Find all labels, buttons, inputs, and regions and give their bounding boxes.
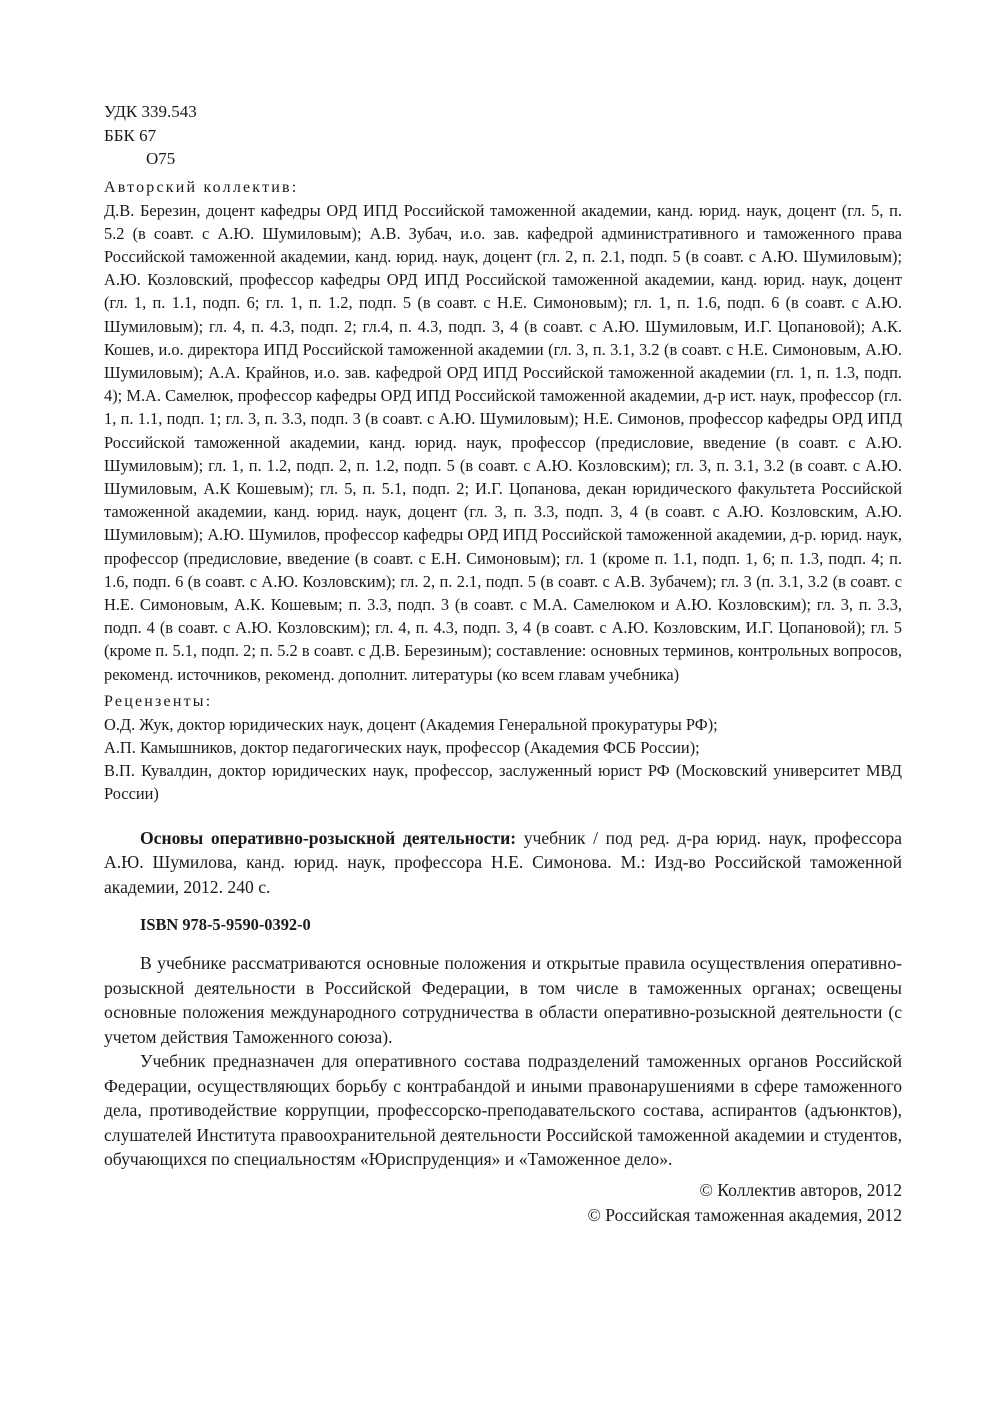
reviewers-label: Рецензенты: [104, 692, 213, 710]
copyright-block [104, 1178, 902, 1228]
bibliographic-description [104, 826, 902, 900]
copyright-academy: © Российская таможенная академия, 2012 [587, 1204, 902, 1225]
annotation-paragraph: Учебник предназначен для оперативного состава подразделений таможенных органов Российской Федерации, осуществляющих борьбу с контрабандой и иными правонарушениями в сфере таможенного дела, противодействие коррупции, профессорско-преподавательского состава, аспирантов (адъюнктов), слушателей Института правоохранительной деятельности Российской таможенной академии и студентов, обучающихся по специальностям «Юриспруденция» и «Таможенное дело». [104, 1051, 902, 1170]
author-mark: О75 [146, 149, 176, 168]
udk-code: УДК 339.543 [104, 102, 197, 121]
authors-text: Д.В. Березин, доцент кафедры ОРД ИПД Российской таможенной академии, канд. юрид. наук, доцент (гл. 5, п. 5.2 (в соавт. с А.Ю. Шумиловым); А.В. Зубач, и.о. зав. кафедрой административного и таможенного права Российской таможенной академии, канд. юрид. наук, доцент (гл. 2, п. 2.1, подп. 5 (в соавт. с А.Ю. Шумиловым); А.Ю. Козловский, профессор кафедры ОРД ИПД Российской таможенной академии, канд. юрид. наук, доцент (гл. 1, п. 1.1, подп. 6; гл. 1, п. 1.2, подп. 5 (в соавт. с Н.Е. Симоновым); гл. 1, п. 1.6, подп. 6 (в соавт. с А.Ю. Шумиловым); гл. 4, п. 4.3, подп. 2; гл.4, п. 4.3, подп. 3, 4 (в соавт. с А.Ю. Шумиловым, И.Г. Цопановой); А.К. Кошев, и.о. директора ИПД Российской таможенной академии (гл. 3, п. 3.1, 3.2 (в соавт. с Н.Е. Симоновым, А.Ю. Шумиловым); А.А. Крайнов, и.о. зав. кафедрой ОРД ИПД Российской таможенной академии (гл. 1, п. 1.3, подп. 4); М.А. Самелюк, профессор кафедры ОРД ИПД Российской таможенной академии, д-р ист. наук, профессор (гл. 1, п. 1.1, подп. 1; гл. 3, п. 3.3, подп. 3 (в соавт. с А.Ю. Шумиловым); Н.Е. Симонов, профессор кафедры ОРД ИПД Российской таможенной академии, канд. юрид. наук, профессор (предисловие, введение (в соавт. с А.Ю. Шумиловым); гл. 1, п. 1.2, подп. 2, п. 1.2, подп. 5 (в соавт. с А.Ю. Козловским); гл. 3, п. 3.1, 3.2 (в соавт. с А.Ю. Шумиловым, А.К Кошевым); гл. 5, п. 5.1, подп. 2; И.Г. Цопанова, декан юридического факультета Российской таможенной академии, канд. юрид. наук, доцент (гл. 3, п. 3.3, подп. 3, 4 (в соавт. с А.Ю. Козловским, А.Ю. Шумиловым); А.Ю. Шумилов, профессор кафедры ОРД ИПД Российской таможенной академии, д-р. юрид. наук, профессор (предисловие, введение (в соавт. с Е.Н. Симоновым); гл. 1 (кроме п. 1.1, подп. 1, 6; п. 1.3, подп. 4; п. 1.6, подп. 6 (в соавт. с А.Ю. Козловским); гл. 2, п. 2.1, подп. 5 (в соавт. с А.В. Зубачем); гл. 3 (п. 3.1, 3.2 (в соавт. с Н.Е. Симоновым, А.К. Кошевым; п. 3.3, подп. 3 (в соавт. с М.А. Самелюком и А.Ю. Козловским); гл. 3, п. 3.3, подп. 4 (в соавт. с А.Ю. Козловским); гл. 4, п. 4.3, подп. 3, 4 (в соавт. с А.Ю. Козловским, И.Г. Цопановой); гл. 5 (кроме п. 5.1, подп. 2; п. 5.2 в соавт. с Д.В. Березиным); составление: основных терминов, контрольных вопросов, рекоменд. источников, рекоменд. дополнит. литературы (ко всем главам учебника) [104, 200, 902, 684]
reviewer-item: А.П. Камышников, доктор педагогических наук, профессор (Академия ФСБ России); [104, 737, 700, 757]
bbk-code: ББК 67 [104, 125, 157, 145]
reviewer-item: О.Д. Жук, доктор юридических наук, доцент (Академия Генеральной прокуратуры РФ); [104, 714, 718, 734]
isbn: ISBN 978-5-9590-0392-0 [140, 915, 311, 935]
annotation [104, 951, 902, 1172]
classification-codes [104, 100, 902, 171]
page [104, 100, 902, 1228]
book-title: Основы оперативно-розыскной деятельности: [140, 827, 517, 848]
annotation-paragraph: В учебнике рассматриваются основные положения и открытые правила осуществления оперативно-розыскной деятельности в Российской Федерации, в том числе в таможенных органах; освещены основные положения международного сотрудничества в области оперативно-розыскной деятельности (с учетом действия Таможенного союза). [104, 953, 902, 1047]
copyright-authors: © Коллектив авторов, 2012 [699, 1179, 902, 1200]
authors-label: Авторский коллектив: [104, 178, 299, 196]
book-imprint: учебник / под ред. д-ра юрид. наук, профессора А.Ю. Шумилова, канд. юрид. наук, профессора Н.Е. Симонова. М.: Изд-во Российской таможенной академии, 2012. 240 с. [104, 827, 902, 897]
reviewer-item: В.П. Кувалдин, доктор юридических наук, профессор, заслуженный юрист РФ (Московский университет МВД России) [104, 761, 902, 804]
